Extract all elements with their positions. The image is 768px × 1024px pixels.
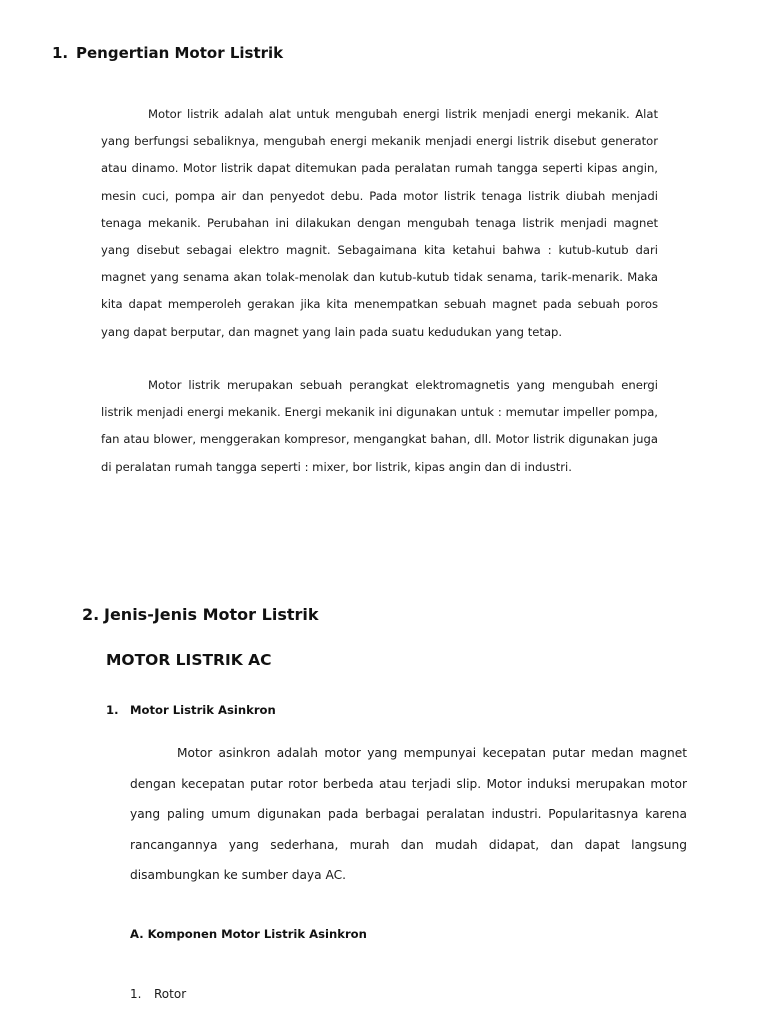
asinkron-number: 1. [106, 703, 119, 717]
section-1-number: 1. [52, 44, 69, 62]
section-1-paragraph-2: Motor listrik merupakan sebuah perangkat elektromagnetis yang mengubah energi listrik menjadi energi mekanik. Energi mekanik ini digunakan untuk : memutar impeller pompa, fan atau blower, menggerakan kompresor, mengangkat bahan, dll. Motor listrik digunakan juga di peralatan rumah tangga seperti : mixer, bor listrik, kipas angin dan di industri. [101, 378, 658, 474]
section-2-title: Jenis-Jenis Motor Listrik [104, 605, 319, 624]
section-1-heading [52, 44, 283, 62]
section-2-heading [82, 605, 319, 624]
list-item-number: 1. [130, 987, 142, 1001]
asinkron-paragraph: Motor asinkron adalah motor yang mempunyai kecepatan putar medan magnet dengan kecepatan putar rotor berbeda atau terjadi slip. Motor induksi merupakan motor yang paling umum digunakan pada berbagai peralatan industri. Popularitasnya karena rancangannya yang sederhana, murah dan mudah didapat, dan dapat langsung disambungkan ke sumber daya AC. [130, 746, 687, 882]
asinkron-title: Motor Listrik Asinkron [130, 703, 276, 717]
section-1-title: Pengertian Motor Listrik [76, 44, 284, 62]
section-1-paragraph-1: Motor listrik adalah alat untuk mengubah energi listrik menjadi energi mekanik. Alat yang berfungsi sebaliknya, mengubah energi mekanik menjadi energi listrik disebut generator atau dinamo. Motor listrik dapat ditemukan pada peralatan rumah tangga seperti kipas angin, mesin cuci, pompa air dan penyedot debu. Pada motor listrik tenaga listrik diubah menjadi tenaga mekanik. Perubahan ini dilakukan dengan mengubah tenaga listrik menjadi magnet yang disebut sebagai elektro magnit. Sebagaimana kita ketahui bahwa : kutub-kutub dari magnet yang senama akan tolak-menolak dan kutub-kutub tidak senama, tarik-menarik. Maka kita dapat memperoleh gerakan jika kita menempatkan sebuah magnet pada sebuah poros yang dapat berputar, dan magnet yang lain pada suatu kedudukan yang tetap. [101, 107, 658, 339]
komponen-heading: A. Komponen Motor Listrik Asinkron [130, 927, 367, 941]
list-item-label: Rotor [154, 987, 187, 1001]
list-item-rotor [130, 987, 186, 1001]
motor-ac-subheading: MOTOR LISTRIK AC [106, 651, 272, 669]
section-2-number: 2. [82, 605, 100, 624]
asinkron-heading [106, 703, 276, 717]
